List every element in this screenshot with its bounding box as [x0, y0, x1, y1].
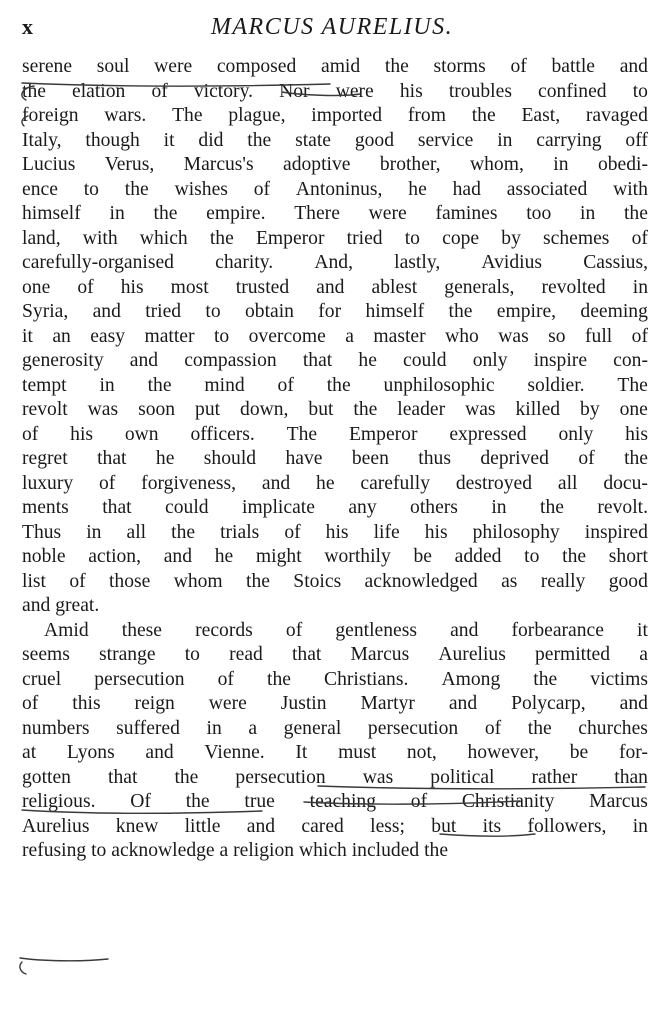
text-line: himself in the empire. There were famines too in the	[22, 203, 648, 224]
paragraph	[22, 620, 648, 865]
curl-mark	[20, 962, 26, 974]
text-line: of his own officers. The Emperor expressed only his	[22, 423, 648, 445]
text-line: ence to the wishes of Antoninus, he had associated with	[22, 178, 648, 200]
text-line: numbers suffered in a general persecution of the churches	[22, 717, 648, 739]
text-line: luxury of forgiveness, and he carefully destroyed all docu-	[22, 472, 648, 494]
text-line: list of those whom the Stoics acknowledged as really good	[22, 570, 648, 592]
underline-mark	[20, 958, 108, 961]
text-line: Syria, and tried to obtain for himself the empire, deeming	[22, 301, 648, 322]
text-line: generosity and compassion that he could only inspire con-	[22, 350, 648, 371]
text-line: at Lyons and Vienne. It must not, however, be for-	[22, 742, 648, 763]
text-line: serene soul were composed amid the storms of battle and	[22, 56, 648, 77]
text-line: ments that could implicate any others in the revolt.	[22, 497, 648, 518]
body-text	[22, 56, 648, 865]
text-line: Amid these records of gentleness and forbearance it	[44, 619, 648, 641]
text-line: Italy, though it did the state good service in carrying off	[22, 129, 648, 151]
text-line: Thus in all the trials of his life his philosophy inspired	[22, 521, 648, 543]
text-line: refusing to acknowledge a religion which included the	[22, 840, 449, 861]
text-line: Aurelius knew little and cared less; but its followers, in	[22, 815, 648, 837]
paragraph	[22, 56, 648, 620]
text-line: seems strange to read that Marcus Aurelius permitted a	[22, 644, 648, 665]
text-line: it an easy matter to overcome a master who was so full of	[22, 325, 648, 347]
text-line: the elation of victory. Nor were his troubles confined to	[22, 80, 648, 102]
text-line: cruel persecution of the Christians. Among the victims	[22, 668, 648, 690]
text-line: noble action, and he might worthily be added to the short	[22, 546, 648, 567]
text-line: and great.	[22, 595, 100, 616]
page-number: x	[22, 14, 34, 39]
text-line: gotten that the persecution was political rather than	[22, 766, 648, 788]
text-line: tempt in the mind of the unphilosophic soldier. The	[22, 374, 648, 396]
text-line: foreign wars. The plague, imported from the East, ravaged	[22, 105, 648, 126]
text-line: carefully-organised charity. And, lastly, Avidius Cassius,	[22, 252, 648, 273]
text-line: land, with which the Emperor tried to cope by schemes of	[22, 227, 648, 249]
text-line: religious. Of the true teaching of Christianity Marcus	[22, 791, 648, 812]
running-title: MARCUS AURELIUS.	[210, 14, 454, 40]
text-line: regret that he should have been thus deprived of the	[22, 448, 648, 469]
running-head	[22, 8, 642, 42]
text-line: revolt was soon put down, but the leader was killed by one	[22, 399, 648, 420]
text-line: one of his most trusted and ablest generals, revolted in	[22, 276, 648, 298]
text-line: of this reign were Justin Martyr and Polycarp, and	[22, 693, 648, 714]
text-line: Lucius Verus, Marcus's adoptive brother, whom, in obedi-	[22, 154, 648, 175]
